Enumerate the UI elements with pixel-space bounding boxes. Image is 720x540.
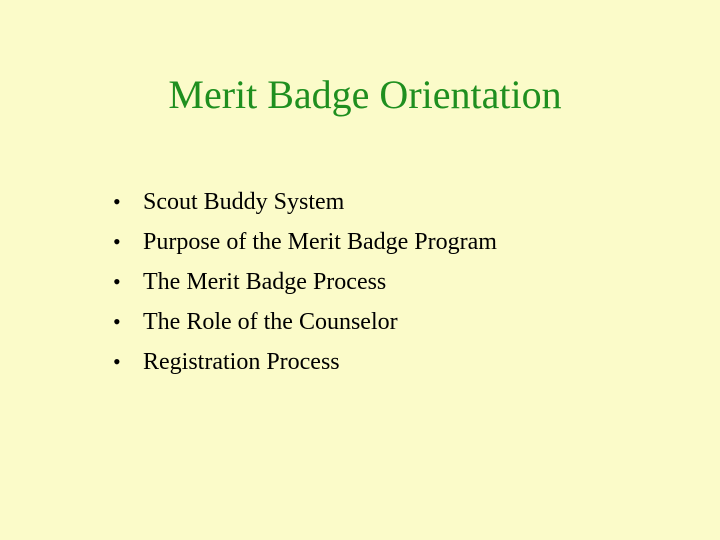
list-item: [113, 342, 497, 382]
list-item: [113, 262, 497, 302]
bullet-icon: •: [113, 269, 121, 294]
bullet-icon: •: [113, 229, 121, 254]
list-item-label: Purpose of the Merit Badge Program: [143, 229, 497, 255]
list-item-label: The Role of the Counselor: [143, 309, 398, 335]
list-item: [113, 222, 497, 262]
slide-title: Merit Badge Orientation: [168, 72, 562, 117]
bullet-list: [113, 182, 497, 382]
bullet-icon: •: [113, 349, 121, 374]
list-item-label: Scout Buddy System: [143, 189, 345, 215]
bullet-icon: •: [113, 309, 121, 334]
list-item: [113, 302, 497, 342]
list-item-label: Registration Process: [143, 349, 340, 375]
bullet-icon: •: [113, 189, 121, 214]
list-item-label: The Merit Badge Process: [143, 269, 387, 295]
list-item: [113, 182, 497, 222]
